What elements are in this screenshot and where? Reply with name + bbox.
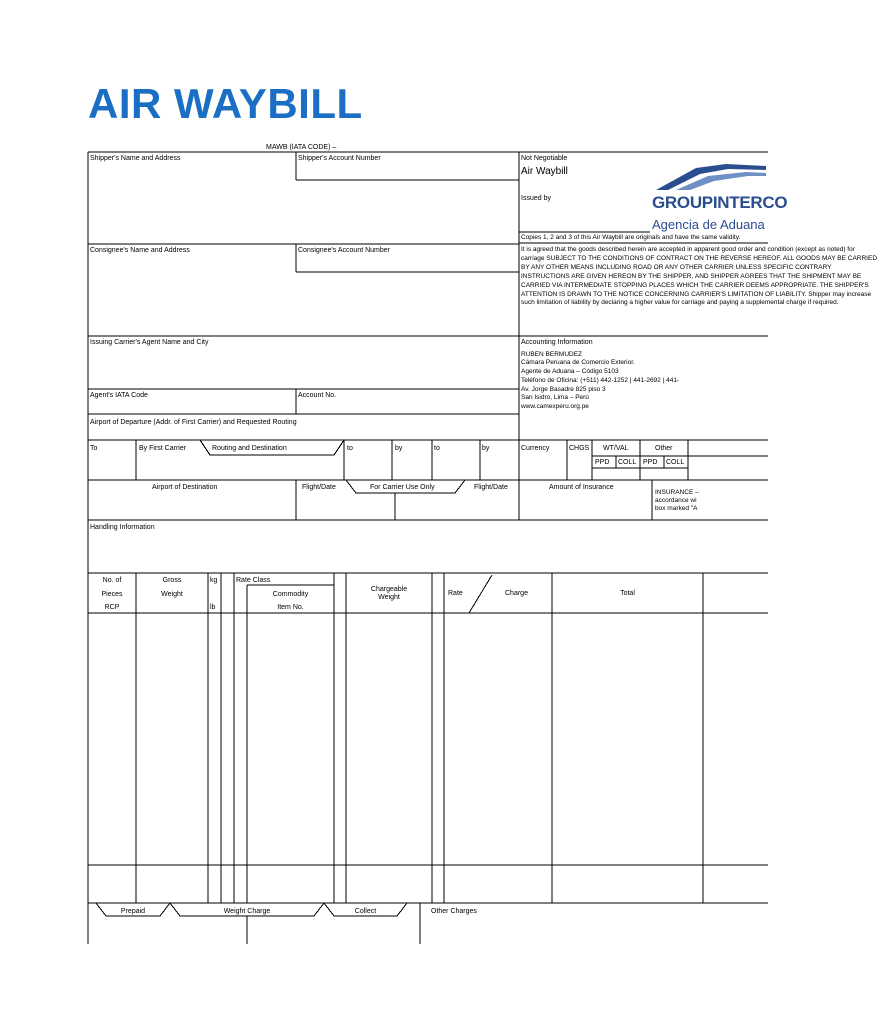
groupinterco-logo [650,162,788,238]
insurance-note-line: INSURANCE – [655,489,699,496]
total-header: Total [620,590,635,597]
routing-destination-label: Routing and Destination [212,445,287,452]
conditions-line: INSTRUCTIONS ARE GIVEN HEREON BY THE SHIPPER, AND SHIPPER AGREES THAT THE SHIPMENT MAY BE [521,273,862,280]
insurance-amount-label: Amount of Insurance [549,484,614,491]
logo-emblem-icon [656,164,766,192]
page-title: AIR WAYBILL [88,80,363,127]
accounting-info-label: Accounting Information [521,339,593,346]
issued-by-label: Issued by [521,195,551,202]
prepaid-label: Prepaid [120,908,146,915]
charge-header: Charge [505,590,528,597]
consignee-name-address-label: Consignee's Name and Address [90,247,190,254]
air-waybill-label: Air Waybill [521,166,568,177]
collect-label: Collect [354,908,377,915]
rate-header: Rate [448,590,463,597]
other-label: Other [655,445,673,452]
conditions-line: CARRIED VIA INTERMEDIATE STOPPING PLACES WHICH THE CARRIER DEEMS APPROPRIATE. THE SHIPPER'S [521,282,869,289]
account-no-label: Account No. [298,392,337,399]
conditions-line: BY ANY OTHER MEANS INCLUDING ROAD OR ANY OTHER CARRIER UNLESS SPECIFIC CONTRARY [521,264,832,271]
kg-label: kg [210,577,218,584]
lb-label: lb [210,604,216,611]
conditions-line: ATTENTION IS DRAWN TO THE NOTICE CONCERNING CARRIER'S LIMITATION OF LIABILITY. Shipper may increase [521,291,872,298]
to-label: to [347,445,353,452]
ppd-label: PPD [643,459,658,466]
accounting-line: RUBEN BERMUDEZ [521,351,583,358]
logo-brand: GROUPINTERCO [652,193,788,212]
departure-label: Airport of Departure (Addr. of First Carrier) and Requested Routing [90,419,297,426]
logo-subtitle: Agencia de Aduana [652,217,765,232]
handling-info-label: Handling Information [90,524,155,531]
conditions-line: carriage SUBJECT TO THE CONDITIONS OF CONTRACT ON THE REVERSE HEREOF. ALL GOODS MAY BE CARRIED [521,255,877,262]
accounting-line: Cámara Peruana de Comercio Exterior. [521,359,635,366]
to-label: to [434,445,440,452]
gross-weight-header: Gross [162,577,182,584]
airport-destination-label: Airport of Destination [152,484,218,491]
chargeable-weight-header: Chargeable [370,586,408,593]
rate-class-header: Rate Class [236,577,271,584]
chgs-label: CHGS [569,445,590,452]
currency-label: Currency [521,445,550,452]
other-charges-label: Other Charges [431,908,477,915]
accounting-line: Teléfono de Oficina: (+511) 442-1252 | 441-2692 | 441- [521,377,680,384]
not-negotiable-label: Not Negotiable [521,155,568,162]
flight-date-label: Flight/Date [474,484,508,491]
by-label: by [395,445,403,452]
agent-iata-label: Agent's IATA Code [90,392,148,399]
agent-name-city-label: Issuing Carrier's Agent Name and City [90,339,209,346]
flight-date-label: Flight/Date [302,484,336,491]
pieces-header: RCP [104,604,120,611]
consignee-account-label: Consignee's Account Number [298,247,390,254]
ppd-label: PPD [595,459,610,466]
conditions-line: such limitation of liability by declaring a higher value for carriage and paying a supplemental charge if required. [521,299,839,306]
insurance-note-line: accordance wi [655,497,697,504]
to-label: To [90,445,98,452]
weight-charge-label: Weight Charge [223,908,271,915]
shipper-name-address-label: Shipper's Name and Address [90,155,181,162]
accounting-line: San Isidro, Lima – Perú [521,394,589,401]
mawb-label: MAWB (IATA CODE) – [266,144,337,151]
carrier-use-label: For Carrier Use Only [370,484,435,491]
accounting-line: Av. Jorge Basadre 825 piso 3 [521,386,606,393]
by-first-carrier-label: By First Carrier [139,445,187,452]
shipper-account-label: Shipper's Account Number [298,155,381,162]
accounting-line: www.camexperu.org.pe [521,403,589,410]
pieces-header: Pieces [101,591,123,598]
commodity-header: Commodity [272,591,309,598]
insurance-note-line: box marked "A [655,505,698,512]
accounting-line: Agente de Aduana – Código 5103 [521,368,619,375]
coll-label: COLL [618,459,637,466]
wtval-label: WT/VAL [603,445,629,452]
copies-text: Copies 1, 2 and 3 of this Air Waybill are originals and have the same validity. [521,234,741,241]
gross-weight-header: Weight [161,591,183,598]
conditions-line: It is agreed that the goods described herein are accepted in apparent good order and condition (except as noted) for [521,246,855,253]
pieces-header: No. of [102,577,122,584]
chargeable-weight-header: Weight [378,594,400,601]
commodity-header: Item No. [277,604,304,611]
by-label: by [482,445,490,452]
coll-label: COLL [666,459,685,466]
